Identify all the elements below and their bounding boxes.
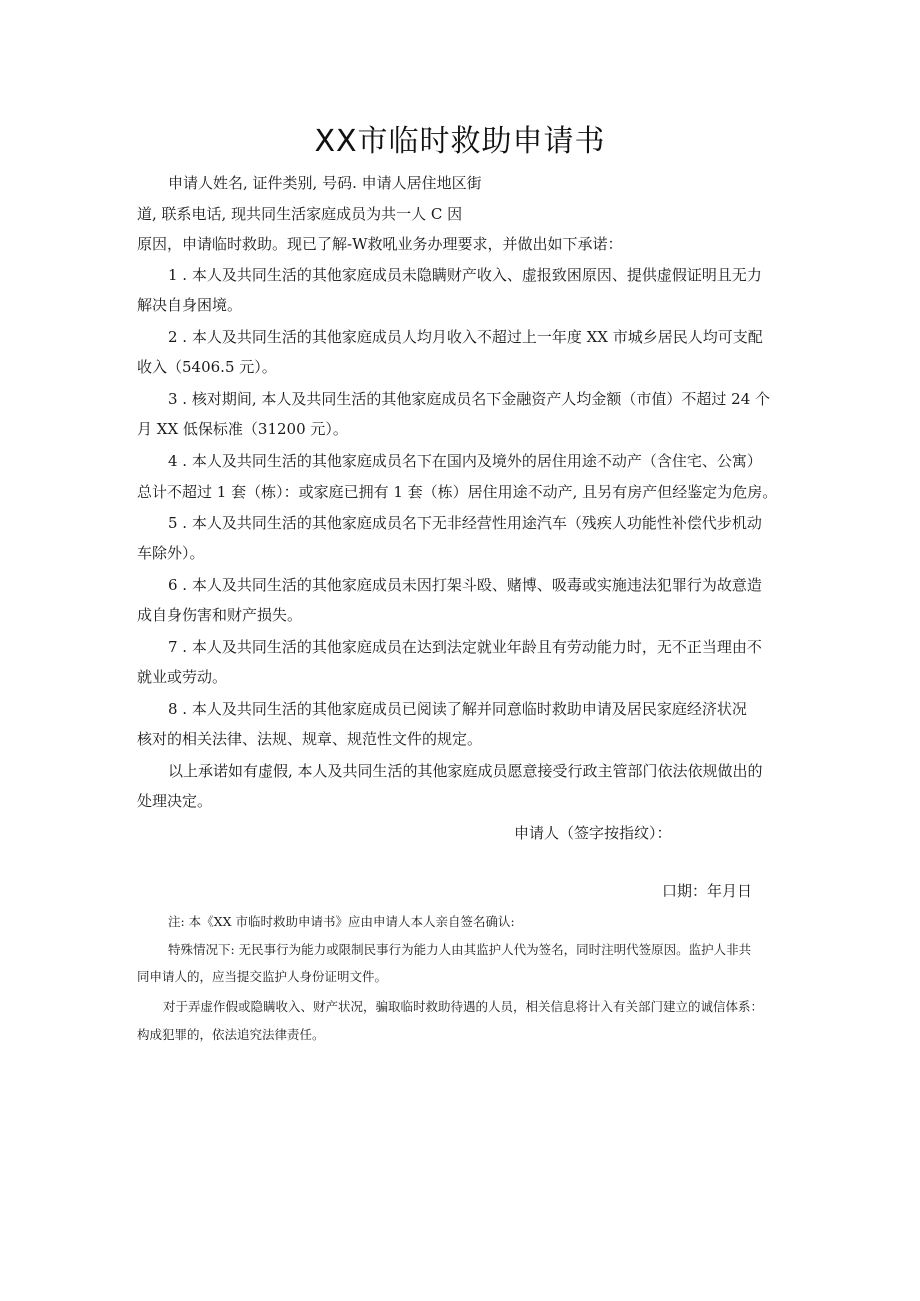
- commitment-2-line-2: 收入（5406.5 元）。: [137, 358, 277, 376]
- commitment-1-line-2: 解决自身困境。: [137, 296, 243, 314]
- commitment-3-line-2: 月 XX 低保标准（31200 元）。: [137, 420, 348, 438]
- date-label: 口期：年月日: [662, 882, 753, 900]
- note-line-3: 同申请人的，应当提交监护人身份证明文件。: [137, 969, 388, 984]
- commitment-6-line-1: 6 . 本人及共同生活的其他家庭成员未因打架斗殴、赌博、吸毒或实施违法犯罪行为故意造: [168, 576, 762, 594]
- commitment-4-line-2: 总计不超过 1 套（栋）：或家庭已拥有 1 套（栋）居住用途不动产, 且另有房产但经鉴定为危房。: [137, 483, 778, 501]
- commitment-2-line-1: 2 . 本人及共同生活的其他家庭成员人均月收入不超过上一年度 XX 市城乡居民人均可支配: [168, 328, 763, 346]
- commitment-8-line-2: 核对的相关法律、法规、规章、规范性文件的规定。: [137, 730, 483, 748]
- intro-line-1: 申请人姓名, 证件类别, 号码. 申请人居住地区街: [168, 174, 482, 192]
- closing-line-1: 以上承诺如有虚假, 本人及共同生活的其他家庭成员愿意接受行政主管部门依法依规做出的: [168, 762, 763, 780]
- signature-label: 申请人（签字按指纹）：: [514, 824, 672, 842]
- note-line-4: 对于弄虚作假或隐瞒收入、财产状况，骗取临时救助待遇的人员，相关信息将计入有关部门建立的诚信体系：: [163, 999, 764, 1014]
- commitment-7-line-2: 就业或劳动。: [137, 668, 228, 686]
- commitment-7-line-1: 7 . 本人及共同生活的其他家庭成员在达到法定就业年龄且有劳动能力时，无不正当理由不: [168, 638, 762, 656]
- intro-line-2: 道, 联系电话, 现共同生活家庭成员为共一人 C 因: [137, 205, 463, 223]
- closing-line-2: 处理决定。: [137, 792, 213, 810]
- note-line-2: 特殊情况下: 无民事行为能力或限制民事行为能力人由其监护人代为签名，同时注明代签原因。监护人非共: [168, 942, 752, 957]
- commitment-4-line-1: 4 . 本人及共同生活的其他家庭成员名下在国内及境外的居住用途不动产（含住宅、公寓）: [168, 452, 762, 470]
- commitment-8-line-1: 8 . 本人及共同生活的其他家庭成员已阅读了解并同意临时救助申请及居民家庭经济状况: [168, 700, 747, 718]
- note-line-5: 构成犯罪的，依法追究法律责任。: [137, 1027, 325, 1042]
- document-title: XX市临时救助申请书: [314, 124, 606, 159]
- intro-line-3: 原因，申请临时救助。现已了解-W救吼业务办理要求，并做出如下承诺：: [137, 235, 623, 253]
- commitment-1-line-1: 1 . 本人及共同生活的其他家庭成员未隐瞒财产收入、虚报致困原因、提供虚假证明且无力: [168, 266, 762, 284]
- commitment-5-line-2: 车除外）。: [137, 544, 205, 562]
- commitment-6-line-2: 成自身伤害和财产损失。: [137, 606, 303, 624]
- commitment-3-line-1: 3 . 核对期间, 本人及共同生活的其他家庭成员名下金融资产人均金额（市值）不超过 24 个: [168, 390, 771, 408]
- commitment-5-line-1: 5 . 本人及共同生活的其他家庭成员名下无非经营性用途汽车（残疾人功能性补偿代步机动: [168, 514, 762, 532]
- note-line-1: 注: 本《XX 市临时救助申请书》应由申请人本人亲自签名确认:: [168, 914, 515, 929]
